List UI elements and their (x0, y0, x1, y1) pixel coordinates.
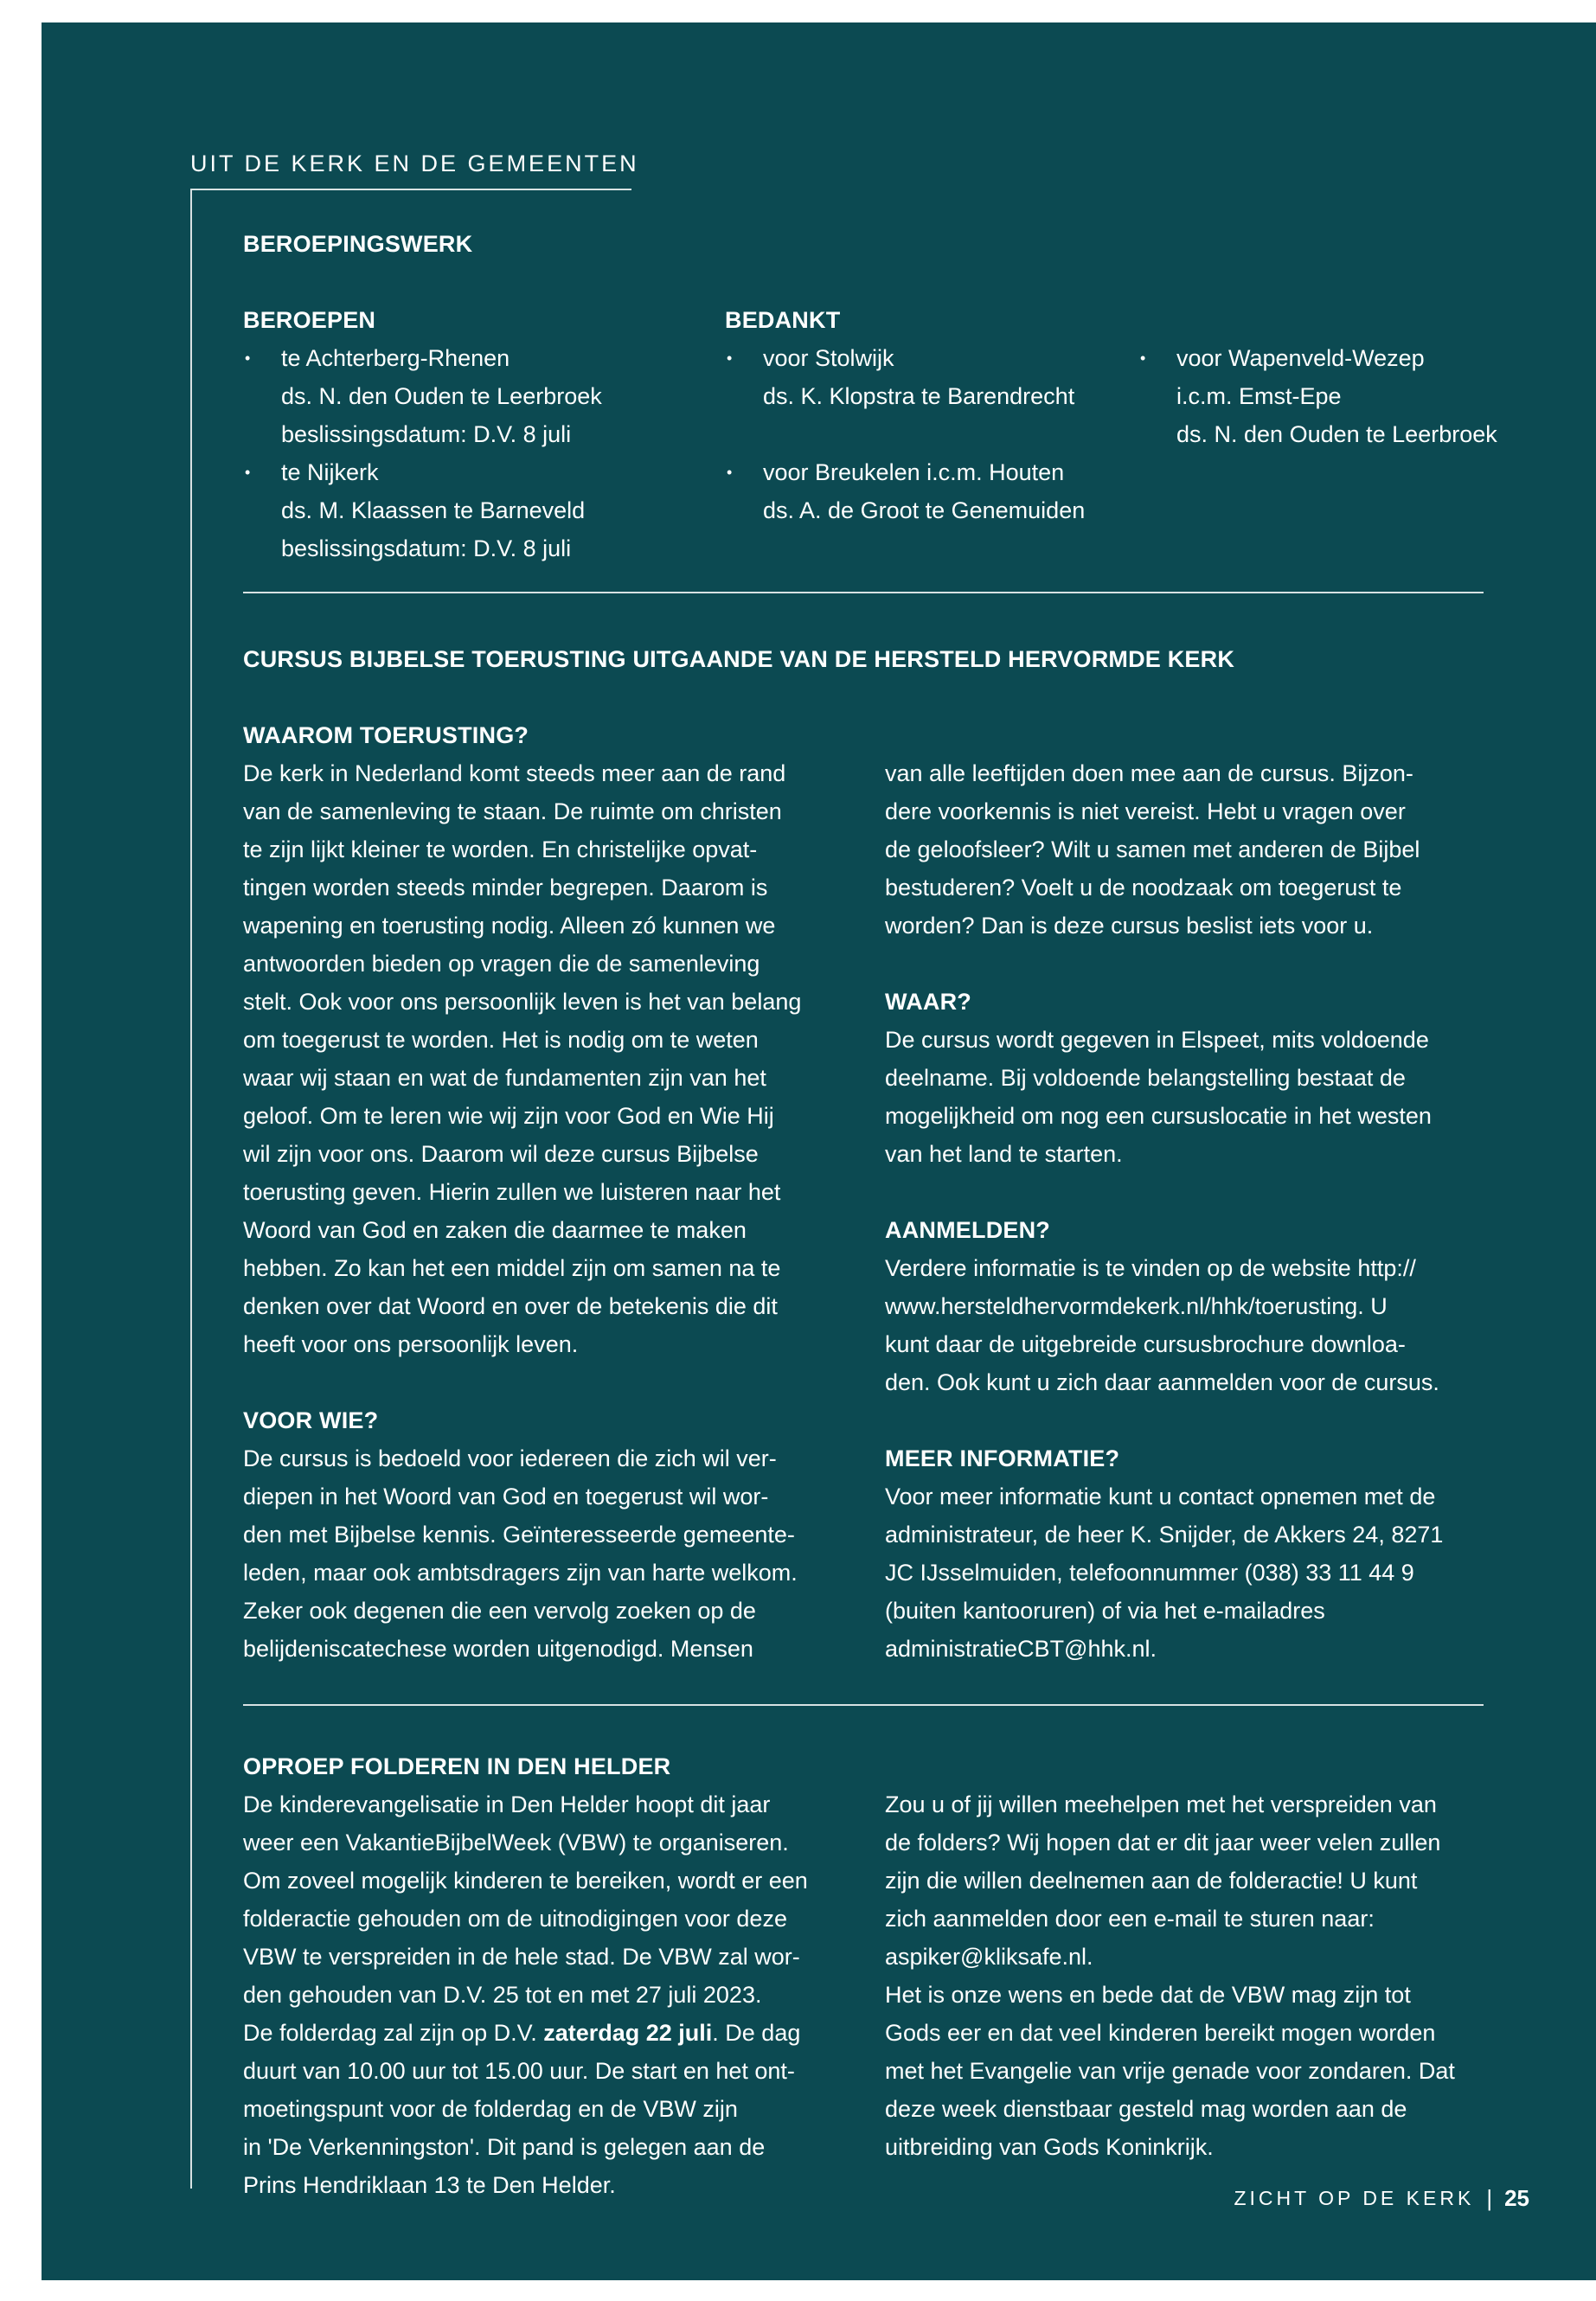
beroep-item: • te Nijkerk ds. M. Klaassen te Barneveld beslissingsdatum: D.V. 8 juli (243, 453, 693, 567)
page-number: 25 (1504, 2185, 1529, 2211)
section-title: UIT DE KERK EN DE GEMEENTEN (190, 151, 639, 176)
waarom-text: De kerk in Nederland komt steeds meer aan de rand van de samenleving te staan. De ruimte om christen te zijn lijkt kleiner te worden. En christelijke opvat- tingen worden steeds minder begrepen. Daarom is wapening en toerusting nodig. Alleen zó kunnen we antwoorden bieden op vragen die de samenleving stelt. Ook voor ons persoonlijk leven is het van belang om toegerust te worden. Het is nodig om te weten waar wij staan en wat de fundamenten zijn van het geloof. Om te leren wie wij zijn voor God en Wie Hij wil zijn voor ons. Daarom wil deze cursus Bijbelse toerusting geven. Hierin zullen we luisteren naar het Woord van God en zaken die daarmee te maken hebben. Zo kan het een middel zijn om samen na te denken over dat Woord en over de betekenis die dit heeft voor ons persoonlijk leven. (243, 760, 802, 1357)
waar-heading: WAAR? (885, 989, 971, 1015)
header-rule (190, 189, 631, 190)
bedankt-item: • voor Wapenveld-Wezep i.c.m. Emst-Epe ds. N. den Ouden te Leerbroek (1138, 339, 1588, 453)
bedankt-item: • voor Stolwijk ds. K. Klopstra te Barendrecht (725, 339, 1140, 415)
meer-info-text: Voor meer informatie kunt u contact opnemen met de administrateur, de heer K. Snijder, de Akkers 24, 8271 JC IJsselmuiden, telefoonnummer (038) 33 11 44 9 (buiten kantooruren) of via het e-mailadres administratieCBT@hhk.nl. (885, 1484, 1444, 1662)
cursus-right-column (885, 754, 1499, 1668)
aanmelden-text: Verdere informatie is te vinden op de website http:// www.hersteldhervormdekerk.nl/hhk/toerusting. U kunt daar de uitgebreide cursusbrochure downloa- den. Ook kunt u zich daar aanmelden voor de cursus. (885, 1255, 1439, 1395)
voor-wie-text-continued: van alle leeftijden doen mee aan de cursus. Bijzon- dere voorkennis is niet vereist. Hebt u vragen over de geloofsleer? Wilt u samen met anderen de Bijbel bestuderen? Voelt u de noodzaak om toegerust te worden? Dan is deze cursus beslist iets voor u. (885, 760, 1420, 939)
voor-wie-text: De cursus is bedoeld voor iedereen die zich wil ver- diepen in het Woord van God en toegerust wil wor- den met Bijbelse kennis. Geïnteresseerde gemeente- leden, maar ook ambtsdragers zijn van harte welkom. Zeker ook degenen die een vervolg zoeken op de belijdeniscatechese worden uitgenodigd. Mensen (243, 1445, 798, 1662)
bullet-icon: • (1140, 349, 1146, 367)
beroep-item: • te Achterberg-Rhenen ds. N. den Ouden te Leerbroek beslissingsdatum: D.V. 8 juli (243, 339, 693, 453)
oproep-text-right: Zou u of jij willen meehelpen met het verspreiden van de folders? Wij hopen dat er dit jaar weer velen zullen zijn die willen deelnemen aan de folderactie! U kunt zich aanmelden door een e-mail te sturen naar: aspiker@kliksafe.nl. Het is onze wens en bede dat de VBW mag zijn tot Gods eer en dat veel kinderen bereikt mogen worden met het Evangelie van vrije genade voor zondaren. Dat deze week dienstbaar gesteld mag worden aan de uitbreiding van Gods Koninkrijk. (885, 1791, 1455, 2160)
bullet-icon: • (245, 349, 251, 367)
bedankt-item: • voor Breukelen i.c.m. Houten ds. A. de Groot te Genemuiden (725, 453, 1140, 529)
oproep-text-a: De kinderevangelisatie in Den Helder hoopt dit jaar weer een VakantieBijbelWeek (VBW) te organiseren. Om zoveel mogelijk kinderen te bereiken, wordt er een folderactie gehouden om de uitnodigingen voor deze VBW te verspreiden in de hele stad. De VBW zal wor- den gehouden van D.V. 25 tot en met 27 juli 2023. (243, 1791, 808, 2008)
bedankt-heading: BEDANKT (725, 307, 841, 333)
bullet-icon: • (245, 464, 251, 481)
magazine-name: ZICHT OP DE KERK (1234, 2187, 1475, 2209)
waarom-heading: WAAROM TOERUSTING? (243, 722, 529, 748)
divider (243, 592, 1484, 593)
bedankt-block (725, 301, 1140, 529)
magazine-page (42, 22, 1596, 2280)
footer-separator: | (1486, 2185, 1493, 2211)
beroepen-block (243, 301, 693, 567)
aanmelden-heading: AANMELDEN? (885, 1217, 1050, 1243)
page-footer (1166, 2185, 1529, 2212)
bullet-icon: • (727, 349, 733, 367)
bedankt-block-2 (1138, 339, 1588, 453)
divider (243, 1704, 1484, 1706)
meer-info-heading: MEER INFORMATIE? (885, 1445, 1120, 1471)
cursus-title: CURSUS BIJBELSE TOERUSTING UITGAANDE VAN DE HERSTELD HERVORMDE KERK (243, 646, 1235, 672)
beroepingswerk-title: BEROEPINGSWERK (243, 231, 473, 257)
oproep-left-column (243, 1747, 857, 2204)
oproep-heading: OPROEP FOLDEREN IN DEN HELDER (243, 1753, 671, 1779)
left-vertical-rule (190, 189, 192, 2189)
oproep-right-column (885, 1785, 1508, 2166)
voor-wie-heading: VOOR WIE? (243, 1407, 379, 1433)
cursus-left-column (243, 716, 857, 1668)
waar-text: De cursus wordt gegeven in Elspeet, mits voldoende deelname. Bij voldoende belangstelling bestaat de mogelijkheid om nog een cursuslocatie in het westen van het land te starten. (885, 1027, 1432, 1167)
folderdag-date: zaterdag 22 juli (543, 2020, 713, 2046)
oproep-folderdag: De folderdag zal zijn op D.V. zaterdag 22 juli. De dag (243, 2020, 801, 2046)
beroepen-heading: BEROEPEN (243, 307, 376, 333)
bullet-icon: • (727, 464, 733, 481)
oproep-text-b: duurt van 10.00 uur tot 15.00 uur. De start en het ont- moetingspunt voor de folderdag en de VBW zijn in 'De Verkenningston'. Dit pand is gelegen aan de Prins Hendriklaan 13 te Den Helder. (243, 2058, 795, 2198)
